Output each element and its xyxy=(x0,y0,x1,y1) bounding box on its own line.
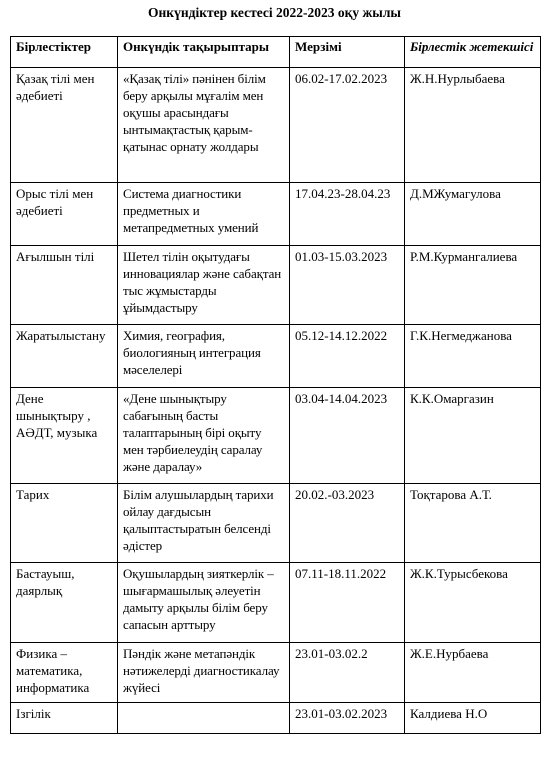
cell-association: Ағылшын тілі xyxy=(11,246,118,325)
cell-leader: Калдиева Н.О xyxy=(405,703,541,734)
header-association: Бірлестіктер xyxy=(11,37,118,68)
cell-leader: Тоқтарова А.Т. xyxy=(405,484,541,563)
cell-association: Тарих xyxy=(11,484,118,563)
table-row xyxy=(11,703,541,734)
cell-association: Жаратылыстану xyxy=(11,325,118,388)
cell-dates: 23.01-03.02.2023 xyxy=(290,703,405,734)
cell-dates: 20.02.-03.2023 xyxy=(290,484,405,563)
cell-dates: 01.03-15.03.2023 xyxy=(290,246,405,325)
table-row xyxy=(11,484,541,563)
table-row xyxy=(11,68,541,183)
cell-association: Дене шынықтыру , АӘДТ, музыка xyxy=(11,388,118,484)
cell-dates: 03.04-14.04.2023 xyxy=(290,388,405,484)
cell-association: Қазақ тілі мен әдебиеті xyxy=(11,68,118,183)
header-dates: Мерзімі xyxy=(290,37,405,68)
cell-topic xyxy=(118,703,290,734)
table-row xyxy=(11,563,541,643)
cell-leader: Ж.К.Турысбекова xyxy=(405,563,541,643)
cell-topic: Оқушылардың зияткерлік –шығармашылық әлеуетін дамыту арқылы білім беру сапасын арттыру xyxy=(118,563,290,643)
cell-dates: 07.11-18.11.2022 xyxy=(290,563,405,643)
cell-topic: Шетел тілін оқытудағы инновациялар және сабақтан тыс жұмыстарды ұйымдастыру xyxy=(118,246,290,325)
cell-leader: Ж.Е.Нурбаева xyxy=(405,643,541,703)
cell-association: Бастауыш, даярлық xyxy=(11,563,118,643)
table-row xyxy=(11,325,541,388)
cell-association: Орыс тілі мен әдебиеті xyxy=(11,183,118,246)
cell-leader: Д.МЖумагулова xyxy=(405,183,541,246)
table-header-row xyxy=(11,37,541,68)
cell-leader: Г.К.Негмеджанова xyxy=(405,325,541,388)
header-leader: Бірлестік жетекшісі xyxy=(405,37,541,68)
cell-topic: Білім алушылардың тарихи ойлау дағдысын қалыптастыратын белсенді әдістер xyxy=(118,484,290,563)
table-row xyxy=(11,246,541,325)
cell-leader: К.К.Омаргазин xyxy=(405,388,541,484)
cell-topic: «Дене шынықтыру сабағының басты талаптарының бірі оқыту мен тәрбиелеудің саралау және даралау» xyxy=(118,388,290,484)
cell-topic: «Қазақ тілі» пәнінен білім беру арқылы мұғалім мен оқушы арасындағы ынтымақтастық қарым-қатынас орнату жолдары xyxy=(118,68,290,183)
cell-dates: 05.12-14.12.2022 xyxy=(290,325,405,388)
cell-dates: 06.02-17.02.2023 xyxy=(290,68,405,183)
table-row xyxy=(11,183,541,246)
header-topic: Онкүндік тақырыптары xyxy=(118,37,290,68)
cell-topic: Химия, география, биологияның интеграция мәселелері xyxy=(118,325,290,388)
cell-dates: 17.04.23-28.04.23 xyxy=(290,183,405,246)
cell-leader: Р.М.Курмангалиева xyxy=(405,246,541,325)
page-title: Онкүндіктер кестесі 2022-2023 оқу жылы xyxy=(148,5,401,20)
schedule-table xyxy=(10,36,541,734)
cell-leader: Ж.Н.Нурлыбаева xyxy=(405,68,541,183)
cell-topic: Пәндік және метапәндік нәтижелерді диагностикалау жүйесі xyxy=(118,643,290,703)
table-row xyxy=(11,643,541,703)
cell-association: Ізгілік xyxy=(11,703,118,734)
cell-dates: 23.01-03.02.2 xyxy=(290,643,405,703)
cell-association: Физика – математика, информатика xyxy=(11,643,118,703)
table-row xyxy=(11,388,541,484)
cell-topic: Система диагностики предметных и метапредметных умений xyxy=(118,183,290,246)
